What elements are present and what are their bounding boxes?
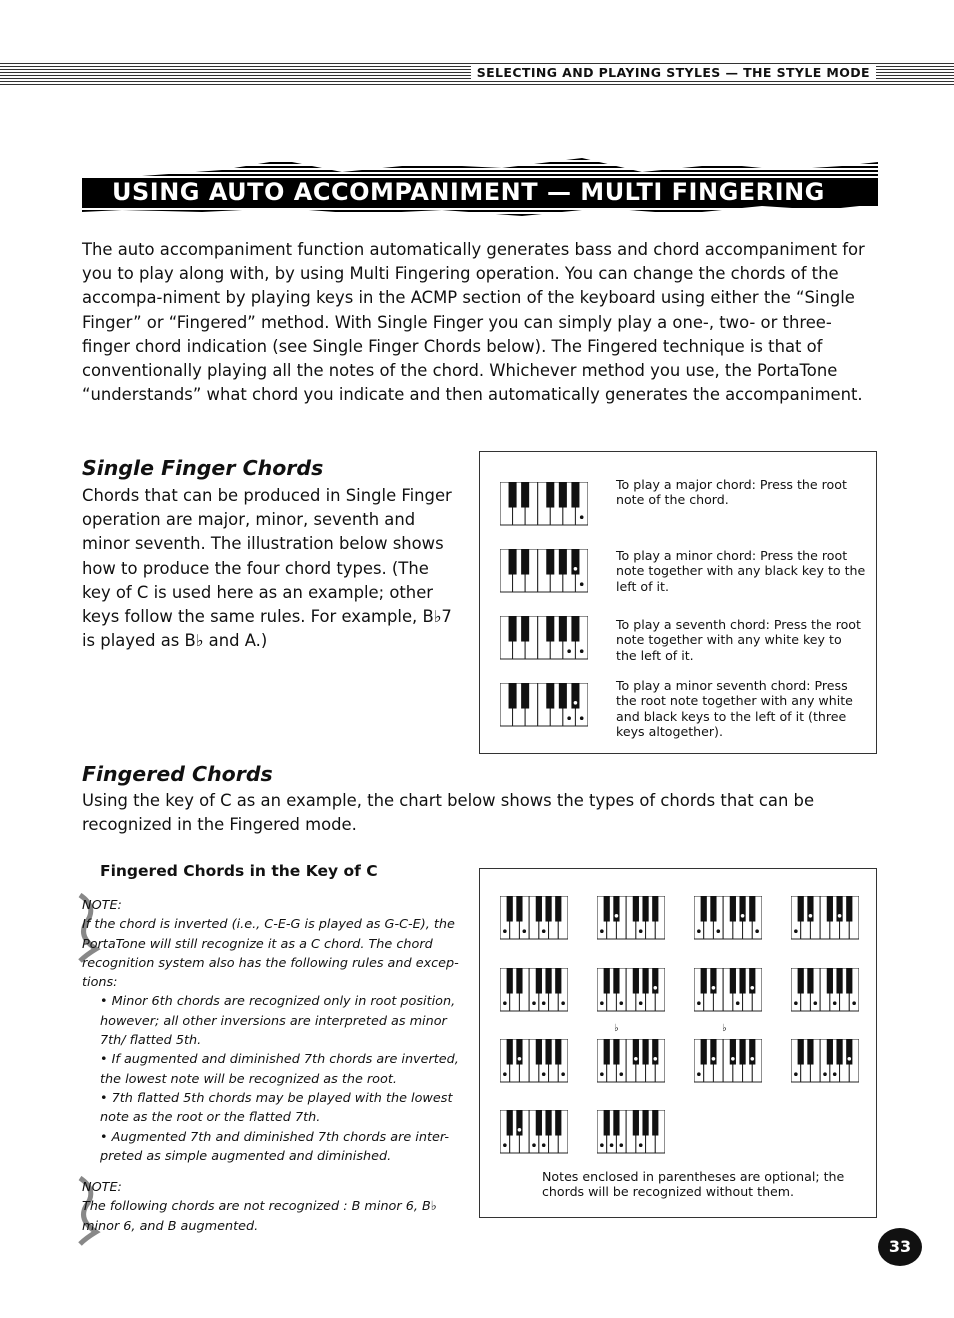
pressed-key-dot xyxy=(542,1072,546,1076)
pressed-key-dot xyxy=(712,1057,716,1061)
black-key xyxy=(749,896,755,922)
pressed-key-dot xyxy=(639,929,643,933)
pressed-key-dot xyxy=(580,649,584,653)
pressed-key-dot xyxy=(619,1143,623,1147)
chord-diagram xyxy=(500,1039,568,1087)
black-key xyxy=(701,1039,707,1065)
pressed-key-dot xyxy=(522,929,526,933)
black-key xyxy=(739,968,745,994)
black-key xyxy=(807,968,813,994)
pressed-key-dot xyxy=(619,1072,623,1076)
chord-diagram xyxy=(597,896,665,944)
black-key xyxy=(701,896,707,922)
flat-symbol: ♭ xyxy=(614,1023,619,1034)
black-key xyxy=(701,968,707,994)
fingered-chord-chart xyxy=(479,868,877,1218)
chord-diagram xyxy=(597,1110,665,1158)
black-key xyxy=(546,683,554,709)
black-key xyxy=(536,1110,542,1136)
black-key xyxy=(730,896,736,922)
chord-diagram xyxy=(500,1110,568,1158)
black-key xyxy=(730,1039,736,1065)
pressed-key-dot xyxy=(813,1001,817,1005)
pressed-key-dot xyxy=(600,1001,604,1005)
black-key xyxy=(507,896,513,922)
fingered-subheading: Fingered Chords in the Key of C xyxy=(100,862,378,880)
chord-diagram xyxy=(694,1039,762,1087)
caption-major: To play a major chord: Press the root note of the chord. xyxy=(616,477,847,508)
note-bullet: • 7th flatted 5th chords may be played with the lowest note as the root or the flatted 7th. xyxy=(100,1090,453,1126)
black-key xyxy=(836,896,842,922)
piano-keys xyxy=(597,896,665,940)
note-text: If the chord is inverted (i.e., C-E-G is played as G-C-E), the PortaTone will still recognize it as a C chord. The chord recognition system also has the following rules and excep-tions: xyxy=(82,917,459,991)
caption-minor: To play a minor chord: Press the root note together with any black key to the left of it. xyxy=(616,548,866,594)
black-key xyxy=(509,549,517,575)
running-head: SELECTING AND PLAYING STYLES — THE STYLE MODE xyxy=(471,65,876,80)
pressed-key-dot xyxy=(755,929,759,933)
chord-diagram xyxy=(694,968,762,1016)
black-key xyxy=(652,1039,658,1065)
black-key xyxy=(536,968,542,994)
chord-diagram xyxy=(597,968,665,1016)
black-key xyxy=(642,896,648,922)
piano-keys xyxy=(500,616,588,660)
pressed-key-dot xyxy=(615,914,619,918)
black-key xyxy=(613,1039,619,1065)
pressed-key-dot xyxy=(833,1001,837,1005)
black-key xyxy=(604,968,610,994)
pressed-key-dot xyxy=(697,1001,701,1005)
pressed-key-dot xyxy=(580,515,584,519)
pressed-key-dot xyxy=(716,929,720,933)
black-key xyxy=(536,896,542,922)
piano-keys xyxy=(500,683,588,727)
black-key xyxy=(613,896,619,922)
pressed-key-dot xyxy=(750,986,754,990)
piano-keys xyxy=(694,968,762,1012)
pressed-key-dot xyxy=(574,567,578,571)
note-bullet: • Augmented 7th and diminished 7th chords are inter-preted as simple augmented and diminished. xyxy=(100,1129,450,1164)
pressed-key-dot xyxy=(518,1128,522,1132)
black-key xyxy=(571,683,579,709)
black-key xyxy=(571,549,579,575)
black-key xyxy=(521,549,529,575)
black-key xyxy=(807,896,813,922)
black-key xyxy=(807,1039,813,1065)
black-key xyxy=(846,968,852,994)
black-key xyxy=(559,549,567,575)
pressed-key-dot xyxy=(567,649,571,653)
keyboard-seventh-diagram xyxy=(500,616,588,664)
black-key xyxy=(836,1039,842,1065)
piano-keys xyxy=(694,896,762,940)
pressed-key-dot xyxy=(561,1072,565,1076)
black-key xyxy=(739,896,745,922)
black-key xyxy=(545,1039,551,1065)
black-key xyxy=(652,968,658,994)
black-key xyxy=(521,616,529,642)
pressed-key-dot xyxy=(542,929,546,933)
keyboard-minor-seventh-diagram xyxy=(500,683,588,731)
chord-diagram xyxy=(791,968,859,1016)
black-key xyxy=(545,1110,551,1136)
black-key xyxy=(507,1110,513,1136)
pressed-key-dot xyxy=(574,701,578,705)
black-key xyxy=(633,968,639,994)
black-key xyxy=(559,683,567,709)
black-key xyxy=(652,1110,658,1136)
pressed-key-dot xyxy=(852,1001,856,1005)
black-key xyxy=(633,1110,639,1136)
black-key xyxy=(710,1039,716,1065)
note-block-2 xyxy=(82,1178,462,1236)
black-key xyxy=(571,616,579,642)
pressed-key-dot xyxy=(794,1001,798,1005)
black-key xyxy=(555,1039,561,1065)
piano-keys xyxy=(694,1039,762,1083)
fingered-heading: Fingered Chords xyxy=(82,762,273,786)
black-key xyxy=(521,482,529,508)
piano-keys xyxy=(791,968,859,1012)
piano-keys xyxy=(500,549,588,593)
pressed-key-dot xyxy=(610,1143,614,1147)
black-key xyxy=(642,1110,648,1136)
piano-keys xyxy=(791,1039,859,1083)
pressed-key-dot xyxy=(600,1143,604,1147)
black-key xyxy=(739,1039,745,1065)
fingered-paragraph: Using the key of C as an example, the chart below shows the types of chords that can be recognized in the Fingered mode. xyxy=(82,791,815,835)
piano-keys xyxy=(500,482,588,526)
black-key xyxy=(571,482,579,508)
pressed-key-dot xyxy=(838,914,842,918)
pressed-key-dot xyxy=(634,1057,638,1061)
black-key xyxy=(516,896,522,922)
chord-diagram xyxy=(500,896,568,944)
piano-keys xyxy=(597,968,665,1012)
caption-seventh: To play a seventh chord: Press the root note together with any white key to the left of it. xyxy=(616,617,861,663)
black-key xyxy=(546,482,554,508)
black-key xyxy=(509,482,517,508)
pressed-key-dot xyxy=(736,1001,740,1005)
single-finger-paragraph: Chords that can be produced in Single Finger operation are major, minor, seventh and minor seventh. The illustration below shows how to produce the four chord types. (The key of C is used here as an example; other keys follow the same rules. For example, B♭7 is played as B♭ and A.) xyxy=(82,486,452,651)
black-key xyxy=(633,1039,639,1065)
keyboard-minor-diagram xyxy=(500,549,588,597)
pressed-key-dot xyxy=(712,986,716,990)
black-key xyxy=(749,968,755,994)
black-key xyxy=(559,616,567,642)
black-key xyxy=(827,1039,833,1065)
piano-keys xyxy=(500,1110,568,1154)
black-key xyxy=(798,896,804,922)
pressed-key-dot xyxy=(809,914,813,918)
pressed-key-dot xyxy=(503,1143,507,1147)
pressed-key-dot xyxy=(823,1072,827,1076)
black-key xyxy=(555,968,561,994)
note-bullet: • Minor 6th chords are recognized only in root position, however; all other inversions are interpreted as minor 7th/ flatted 5th. xyxy=(100,994,456,1049)
caption-minor-seventh: To play a minor seventh chord: Press the root note together with any white and black keys to the left of it (three keys altogether). xyxy=(616,678,853,739)
black-key xyxy=(516,1039,522,1065)
black-key xyxy=(642,968,648,994)
black-key xyxy=(642,1039,648,1065)
pressed-key-dot xyxy=(731,1057,735,1061)
pressed-key-dot xyxy=(653,1057,657,1061)
piano-keys xyxy=(500,1039,568,1083)
black-key xyxy=(509,616,517,642)
pressed-key-dot xyxy=(619,1001,623,1005)
black-key xyxy=(604,896,610,922)
pressed-key-dot xyxy=(518,1057,522,1061)
black-key xyxy=(559,482,567,508)
black-key xyxy=(507,1039,513,1065)
black-key xyxy=(545,968,551,994)
chord-diagram xyxy=(694,896,762,944)
black-key xyxy=(516,1110,522,1136)
piano-keys xyxy=(791,896,859,940)
black-key xyxy=(536,1039,542,1065)
pressed-key-dot xyxy=(750,1057,754,1061)
black-key xyxy=(710,896,716,922)
black-key xyxy=(827,896,833,922)
pressed-key-dot xyxy=(794,929,798,933)
pressed-key-dot xyxy=(600,1072,604,1076)
pressed-key-dot xyxy=(833,1072,837,1076)
black-key xyxy=(509,683,517,709)
chord-diagram xyxy=(791,896,859,944)
black-key xyxy=(546,549,554,575)
flat-symbol: ♭ xyxy=(722,1023,727,1034)
black-key xyxy=(555,896,561,922)
black-key xyxy=(507,968,513,994)
black-key xyxy=(846,1039,852,1065)
pressed-key-dot xyxy=(580,716,584,720)
black-key xyxy=(604,1039,610,1065)
black-key xyxy=(710,968,716,994)
intro-paragraph: The auto accompaniment function automatically generates bass and chord accompaniment for you to play along with, by using Multi Fingering operation. You can change the chords of the accompa-niment by playing keys in the ACMP section of the keyboard using either the “Single Finger” or “Fingered” method. With Single Finger you can simply play a one-, two- or three-finger chord indication (see Single Finger Chords below). The Fingered technique is that of conventionally playing all the notes of the chord. Whichever method you use, the PortaTone “understands” what chord you indicate and then automatically generates the accompaniment. xyxy=(82,240,865,405)
pressed-key-dot xyxy=(561,1001,565,1005)
black-key xyxy=(613,1110,619,1136)
black-key xyxy=(516,968,522,994)
chord-diagram xyxy=(791,1039,859,1087)
pressed-key-dot xyxy=(542,1143,546,1147)
black-key xyxy=(836,968,842,994)
black-key xyxy=(827,968,833,994)
black-key xyxy=(652,896,658,922)
chord-diagram xyxy=(500,968,568,1016)
piano-keys xyxy=(597,1039,665,1083)
pressed-key-dot xyxy=(567,716,571,720)
page-title: USING AUTO ACCOMPANIMENT — MULTI FINGERING xyxy=(112,178,825,206)
black-key xyxy=(633,896,639,922)
chord-diagram xyxy=(597,1039,665,1087)
pressed-key-dot xyxy=(639,1001,643,1005)
note-label: NOTE: xyxy=(82,1180,122,1195)
pressed-key-dot xyxy=(532,1143,536,1147)
keyboard-major-diagram xyxy=(500,482,588,530)
black-key xyxy=(604,1110,610,1136)
pressed-key-dot xyxy=(503,1072,507,1076)
black-key xyxy=(798,1039,804,1065)
chart-footnote: Notes enclosed in parentheses are optional; the chords will be recognized without them. xyxy=(542,1169,845,1200)
piano-keys xyxy=(597,1110,665,1154)
note-text: The following chords are not recognized : B minor 6, B♭ minor 6, and B augmented. xyxy=(82,1199,437,1234)
black-key xyxy=(545,896,551,922)
black-key xyxy=(521,683,529,709)
note-bullet: • If augmented and diminished 7th chords are inverted, the lowest note will be recognized as the root. xyxy=(100,1052,459,1087)
pressed-key-dot xyxy=(503,1001,507,1005)
black-key xyxy=(546,616,554,642)
black-key xyxy=(613,968,619,994)
pressed-key-dot xyxy=(580,582,584,586)
single-finger-illustration xyxy=(479,451,877,754)
black-key xyxy=(730,968,736,994)
note-label: NOTE: xyxy=(82,898,122,913)
black-key xyxy=(846,896,852,922)
piano-keys xyxy=(500,896,568,940)
black-key xyxy=(555,1110,561,1136)
pressed-key-dot xyxy=(639,1143,643,1147)
pressed-key-dot xyxy=(653,986,657,990)
black-key xyxy=(798,968,804,994)
pressed-key-dot xyxy=(532,1001,536,1005)
black-key xyxy=(749,1039,755,1065)
pressed-key-dot xyxy=(847,1057,851,1061)
pressed-key-dot xyxy=(741,914,745,918)
single-finger-heading: Single Finger Chords xyxy=(82,456,324,480)
pressed-key-dot xyxy=(697,929,701,933)
pressed-key-dot xyxy=(542,1001,546,1005)
pressed-key-dot xyxy=(794,1072,798,1076)
note-block-1 xyxy=(82,896,462,1166)
pressed-key-dot xyxy=(600,929,604,933)
pressed-key-dot xyxy=(503,929,507,933)
page-number: 33 xyxy=(878,1228,922,1266)
piano-keys xyxy=(500,968,568,1012)
pressed-key-dot xyxy=(697,1072,701,1076)
